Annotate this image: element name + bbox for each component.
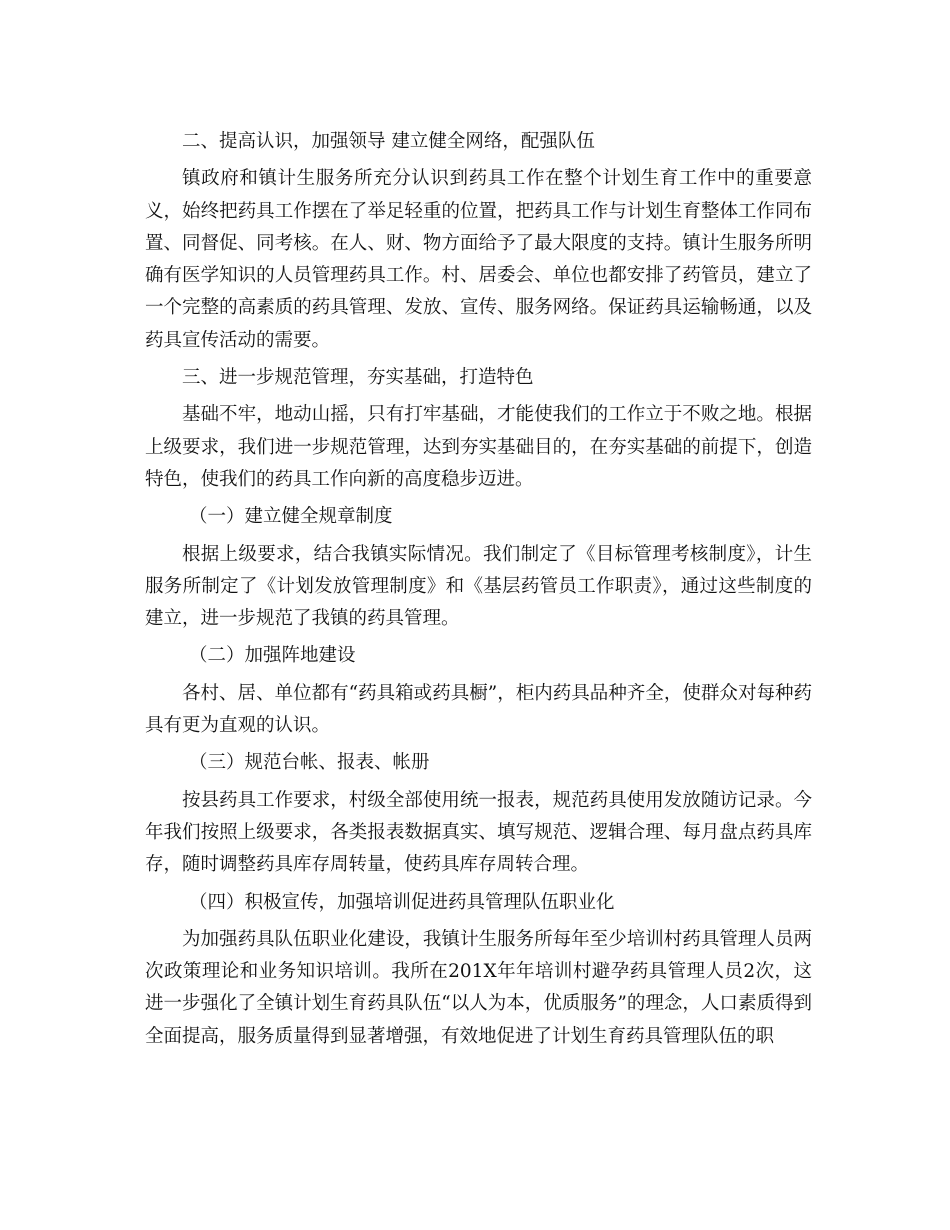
body-paragraph: 基础不牢，地动山摇，只有打牢基础，才能使我们的工作立于不败之地。根据上级要求，我们进一步规范管理，达到夯实基础目的，在夯实基础的前提下，创造特色，使我们的药具工作向新的高度稳步迈进。 [145,404,812,490]
body-paragraph: 各村、居、单位都有“药具箱或药具橱”，柜内药具品种齐全，使群众对每种药具有更为直观的认识。 [145,682,812,737]
body-paragraph: 根据上级要求，结合我镇实际情况。我们制定了《目标管理考核制度》，计生服务所制定了《计划发放管理制度》和《基层药管员工作职责》，通过这些制度的建立，进一步规范了我镇的药具管理。 [145,543,812,630]
body-paragraph: 镇政府和镇计生服务所充分认识到药具工作在整个计划生育工作中的重要意义，始终把药具工作摆在了举足轻重的位置，把药具工作与计划生育整体工作同布置、同督促、同考核。在人、财、物方面给予了最大限度的支持。镇计生服务所明确有医学知识的人员管理药具工作。村、居委会、单位也都安排了药管员，建立了一个完整的高素质的药具管理、发放、宣传、服务网络。保证药具运输畅通，以及药具宣传活动的需要。 [145,168,812,351]
subsection-heading-2: （二）加强阵地建设 [189,645,356,667]
subsection-heading-1: （一）建立健全规章制度 [189,506,393,528]
section-heading-2: 二、提高认识，加强领导 建立健全网络，配强队伍 [182,131,595,152]
subsection-heading-4: （四）积极宣传，加强培训促进药具管理队伍职业化 [189,891,615,913]
body-paragraph: 为加强药具队伍职业化建设，我镇计生服务所每年至少培训村药具管理人员两次政策理论和业务知识培训。我所在201X年年培训村避孕药具管理人员2次，这进一步强化了全镇计划生育药具队伍“以人为本，优质服务”的理念，人口素质得到全面提高，服务质量得到显著增强，有效地促进了计划生育药具管理队伍的职 [145,928,812,1047]
subsection-heading-3: （三）规范台帐、报表、帐册 [189,752,430,774]
body-paragraph: 按县药具工作要求，村级全部使用统一报表，规范药具使用发放随访记录。今年我们按照上级要求，各类报表数据真实、填写规范、逻辑合理、每月盘点药具库存，随时调整药具库存周转量，使药具库存周转合理。 [145,789,812,876]
section-heading-3: 三、进一步规范管理，夯实基础，打造特色 [182,367,534,389]
